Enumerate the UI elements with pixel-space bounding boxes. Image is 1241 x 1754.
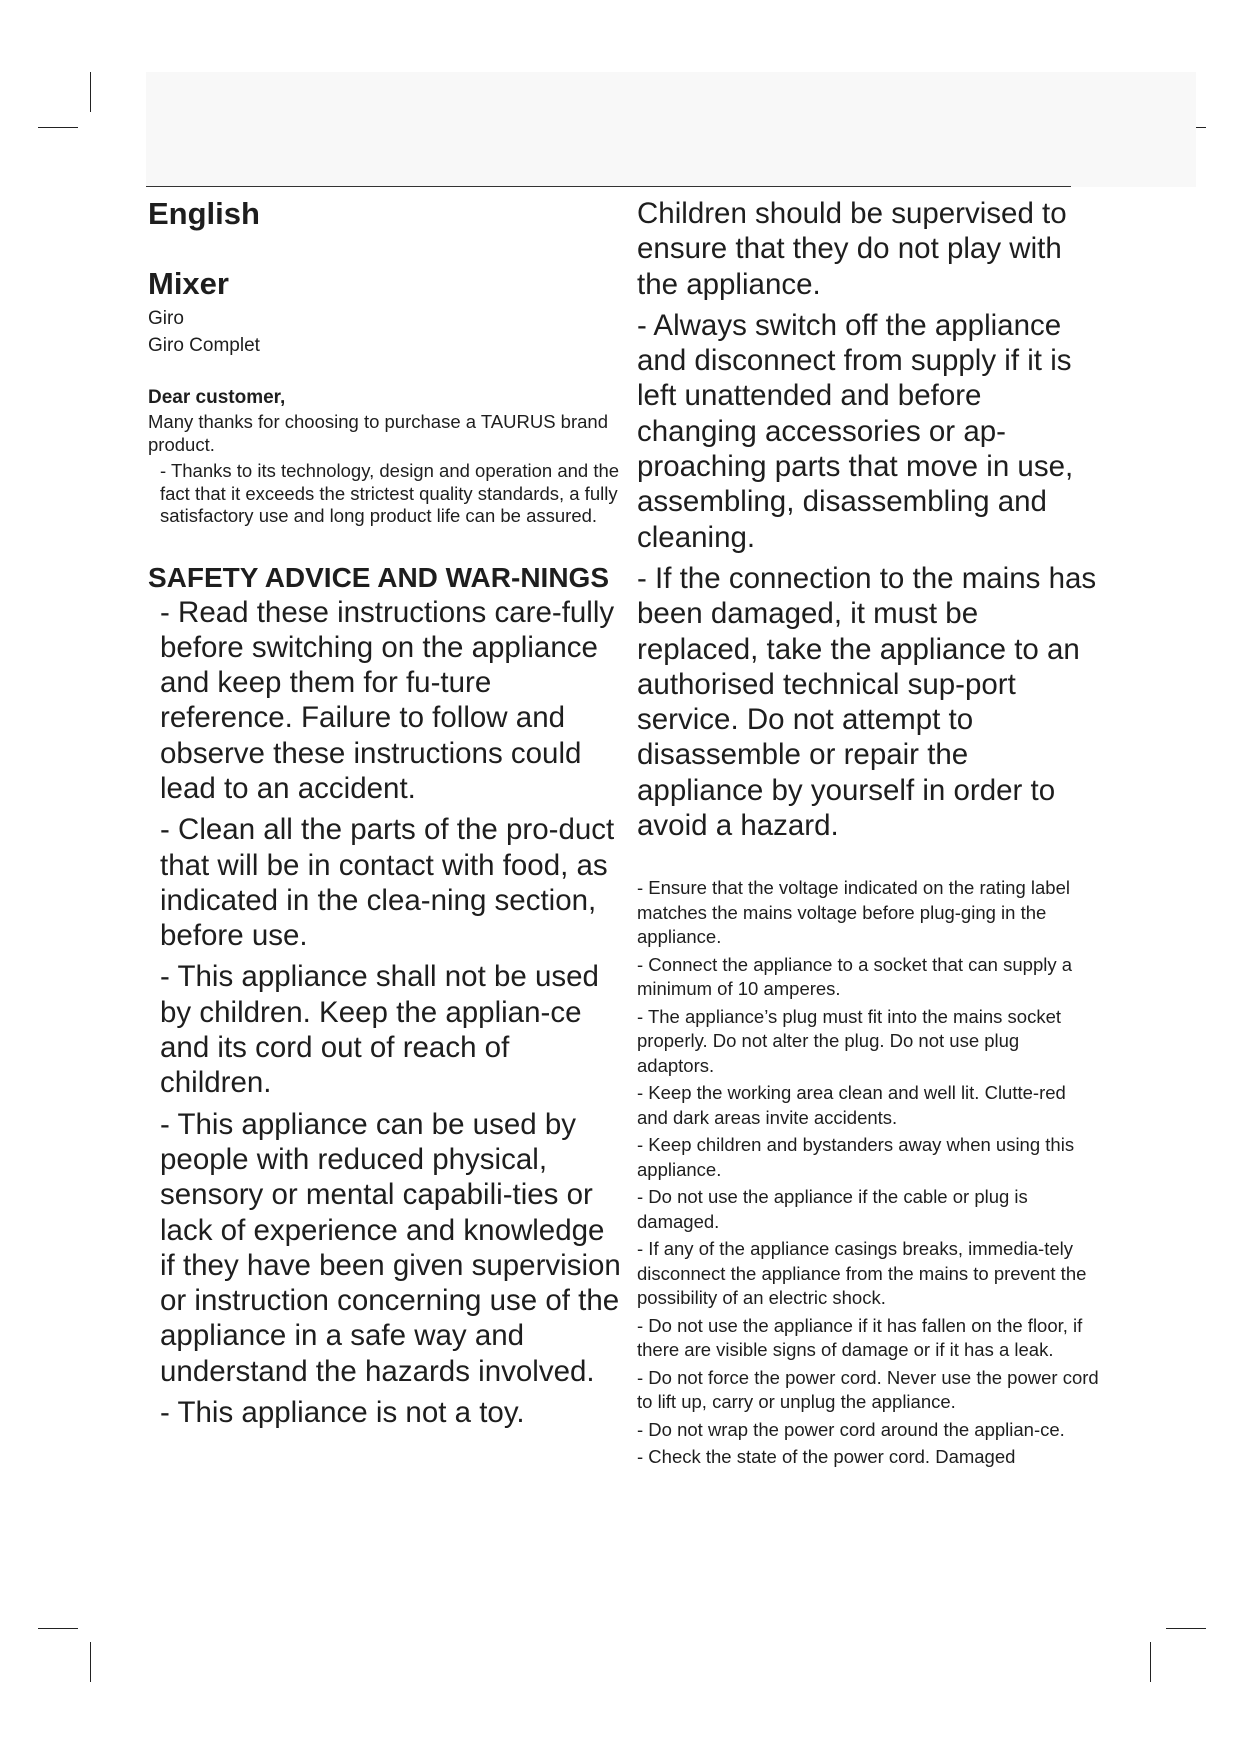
safety-item: - Always switch off the appliance and disconnect from supply if it is left unattended and before changing accessories or ap-proaching parts that move in use, assembling, disassembling and cleaning. — [637, 308, 1074, 554]
product-heading: Mixer — [148, 266, 229, 301]
crop-mark — [1166, 1628, 1206, 1629]
left-column — [148, 196, 623, 1430]
header-band — [146, 72, 1196, 187]
safety-small-item: - The appliance’s plug must fit into the mains socket properly. Do not alter the plug. Do not use plug adaptors. — [637, 1005, 1062, 1076]
crop-mark — [90, 72, 91, 112]
safety-item: - If the connection to the mains has been damaged, it must be replaced, take the appliance to an authorised technical sup-port service. Do not attempt to disassemble or repair the appliance by yourself in order to avoid a hazard. — [637, 561, 1097, 843]
safety-small-item: - Keep the working area clean and well lit. Clutte-red and dark areas invite accidents. — [637, 1082, 1066, 1128]
crop-mark — [1150, 1642, 1151, 1682]
safety-small-item: - Ensure that the voltage indicated on the rating label matches the mains voltage before plug-ging in the appliance. — [637, 877, 1070, 948]
safety-small-list — [637, 876, 1099, 1470]
safety-small-item: - Connect the appliance to a socket that can supply a minimum of 10 amperes. — [637, 953, 1073, 1000]
safety-small-item: - Do not wrap the power cord around the applian-ce. — [637, 1418, 1065, 1440]
safety-small-item: - Do not use the appliance if it has fallen on the floor, if there are visible signs of damage or if it has a leak. — [637, 1314, 1083, 1361]
safety-heading: SAFETY ADVICE AND WAR-NINGS — [148, 561, 609, 593]
safety-item: - This appliance is not a toy. — [160, 1396, 525, 1430]
intro-text: Many thanks for choosing to purchase a TAURUS brand product. — [148, 411, 608, 455]
safety-small-item: - If any of the appliance casings breaks, immedia-tely disconnect the appliance from the mains to prevent the possibility of an electric shock. — [637, 1238, 1087, 1309]
safety-small-item: - Keep children and bystanders away when using this appliance. — [637, 1134, 1075, 1180]
crop-mark — [90, 1642, 91, 1682]
model-name: Giro Complet — [148, 335, 260, 356]
safety-item: Children should be supervised to ensure that they do not play with the appliance. — [637, 197, 1067, 301]
crop-mark — [38, 127, 78, 128]
safety-small-item: - Check the state of the power cord. Damaged — [637, 1446, 1016, 1468]
safety-small-item: - Do not use the appliance if the cable or plug is damaged. — [637, 1186, 1028, 1232]
model-name: Giro — [148, 308, 184, 329]
right-column — [637, 196, 1099, 1470]
safety-item: - Read these instructions care-fully before switching on the appliance and keep them for fu-ture reference. Failure to follow and observe these instructions could lead to an accident. — [160, 595, 615, 805]
intro-item: - Thanks to its technology, design and operation and the fact that it exceeds the strictest quality standards, a fully satisfactory use and long product life can be assured. — [160, 460, 620, 526]
top-rule — [146, 186, 1071, 187]
language-heading: English — [148, 196, 260, 231]
crop-mark — [38, 1628, 78, 1629]
safety-item: - This appliance can be used by people with reduced physical, sensory or mental capabili-ties or lack of experience and knowledge if they have been given supervision or instruction concerning use of the appliance in a safe way and understand the hazards involved. — [160, 1107, 621, 1388]
safety-list — [148, 595, 623, 1431]
greeting: Dear customer, — [148, 387, 286, 408]
safety-item: - This appliance shall not be used by children. Keep the applian-ce and its cord out of reach of children. — [160, 960, 599, 1100]
safety-small-item: - Do not force the power cord. Never use the power cord to lift up, carry or unplug the appliance. — [637, 1366, 1099, 1413]
safety-item: - Clean all the parts of the pro-duct that will be in contact with food, as indicated in the clea-ning section, before use. — [160, 813, 615, 953]
